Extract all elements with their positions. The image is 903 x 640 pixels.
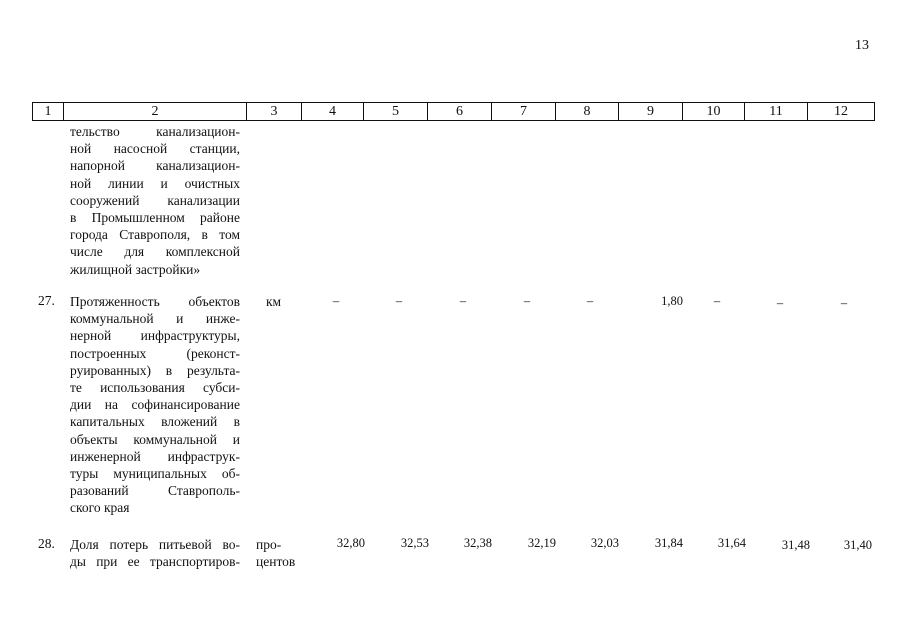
value-cell: 31,48	[781, 538, 810, 552]
description-line: коммунальной и инже-	[70, 311, 240, 327]
column-header: 9	[619, 103, 683, 121]
column-header-row	[33, 103, 875, 121]
description-line: города Ставрополя, в том	[70, 227, 240, 243]
row-number: 28.	[38, 536, 55, 551]
column-header: 1	[33, 103, 64, 121]
description-line: ной насосной станции,	[70, 141, 240, 157]
description-line: инженерной инфраструк-	[70, 448, 240, 464]
column-header: 10	[683, 103, 745, 121]
value-cell: 31,64	[717, 536, 746, 550]
description-line: напорной канализацион-	[70, 158, 240, 174]
value-cell: –	[395, 294, 403, 308]
description-line: руированных) в результа-	[70, 362, 240, 378]
description-line: ной линии и очистных	[70, 175, 240, 191]
description-line: жилищной застройки»	[70, 261, 201, 277]
column-header: 6	[428, 103, 492, 121]
row-unit: км	[266, 294, 282, 309]
description-line: нерной инфраструктуры,	[70, 328, 240, 344]
description-line: ды при ее транспортиров-	[70, 554, 240, 570]
description-line: Доля потерь питьевой во-	[70, 537, 240, 552]
column-header: 4	[302, 103, 364, 121]
value-cell: 31,40	[843, 538, 872, 552]
description-line: капитальных вложений в	[70, 414, 240, 430]
column-header-table	[32, 102, 875, 121]
description-line: те использования субси-	[70, 380, 240, 396]
value-cell: –	[586, 294, 594, 308]
value-cell: 32,19	[527, 536, 556, 550]
column-header: 3	[247, 103, 302, 121]
value-cell: –	[713, 294, 721, 308]
value-cell: 1,80	[661, 294, 683, 308]
page-number: 13	[855, 38, 869, 53]
value-cell: –	[523, 294, 531, 308]
unit-line: центов	[256, 554, 296, 570]
row-unit	[256, 536, 295, 570]
row-description-continued	[70, 123, 240, 278]
value-cell: 32,03	[590, 536, 619, 550]
description-line: дии на софинансирование	[70, 397, 240, 413]
description-line: туры муниципальных об-	[70, 466, 240, 482]
column-header: 8	[556, 103, 619, 121]
description-line: числе для комплексной	[70, 244, 240, 260]
description-line: построенных (реконст-	[70, 345, 240, 361]
row-number: 27.	[38, 293, 55, 308]
value-cell: 32,80	[336, 536, 365, 550]
row-description	[70, 293, 240, 517]
column-header: 12	[808, 103, 875, 121]
value-cell: –	[840, 296, 848, 310]
unit-line: про-	[256, 537, 282, 552]
description-line: Протяженность объектов	[70, 294, 240, 309]
description-line: объекты коммунальной и	[70, 431, 240, 447]
column-header: 7	[492, 103, 556, 121]
value-cell: –	[332, 294, 340, 308]
value-cell: 32,38	[463, 536, 492, 550]
value-cell: 31,84	[654, 536, 683, 550]
value-cell: –	[776, 296, 784, 310]
row-description	[70, 536, 240, 570]
description-line: сооружений канализации	[70, 192, 240, 208]
description-line: в Промышленном районе	[70, 210, 240, 226]
description-line: тельство канализацион-	[70, 124, 240, 139]
value-cell: 32,53	[400, 536, 429, 550]
column-header: 11	[745, 103, 808, 121]
description-line: разований Ставрополь-	[70, 483, 240, 499]
value-cell: –	[459, 294, 467, 308]
column-header: 5	[364, 103, 428, 121]
description-line: ского края	[70, 500, 130, 516]
column-header: 2	[64, 103, 247, 121]
